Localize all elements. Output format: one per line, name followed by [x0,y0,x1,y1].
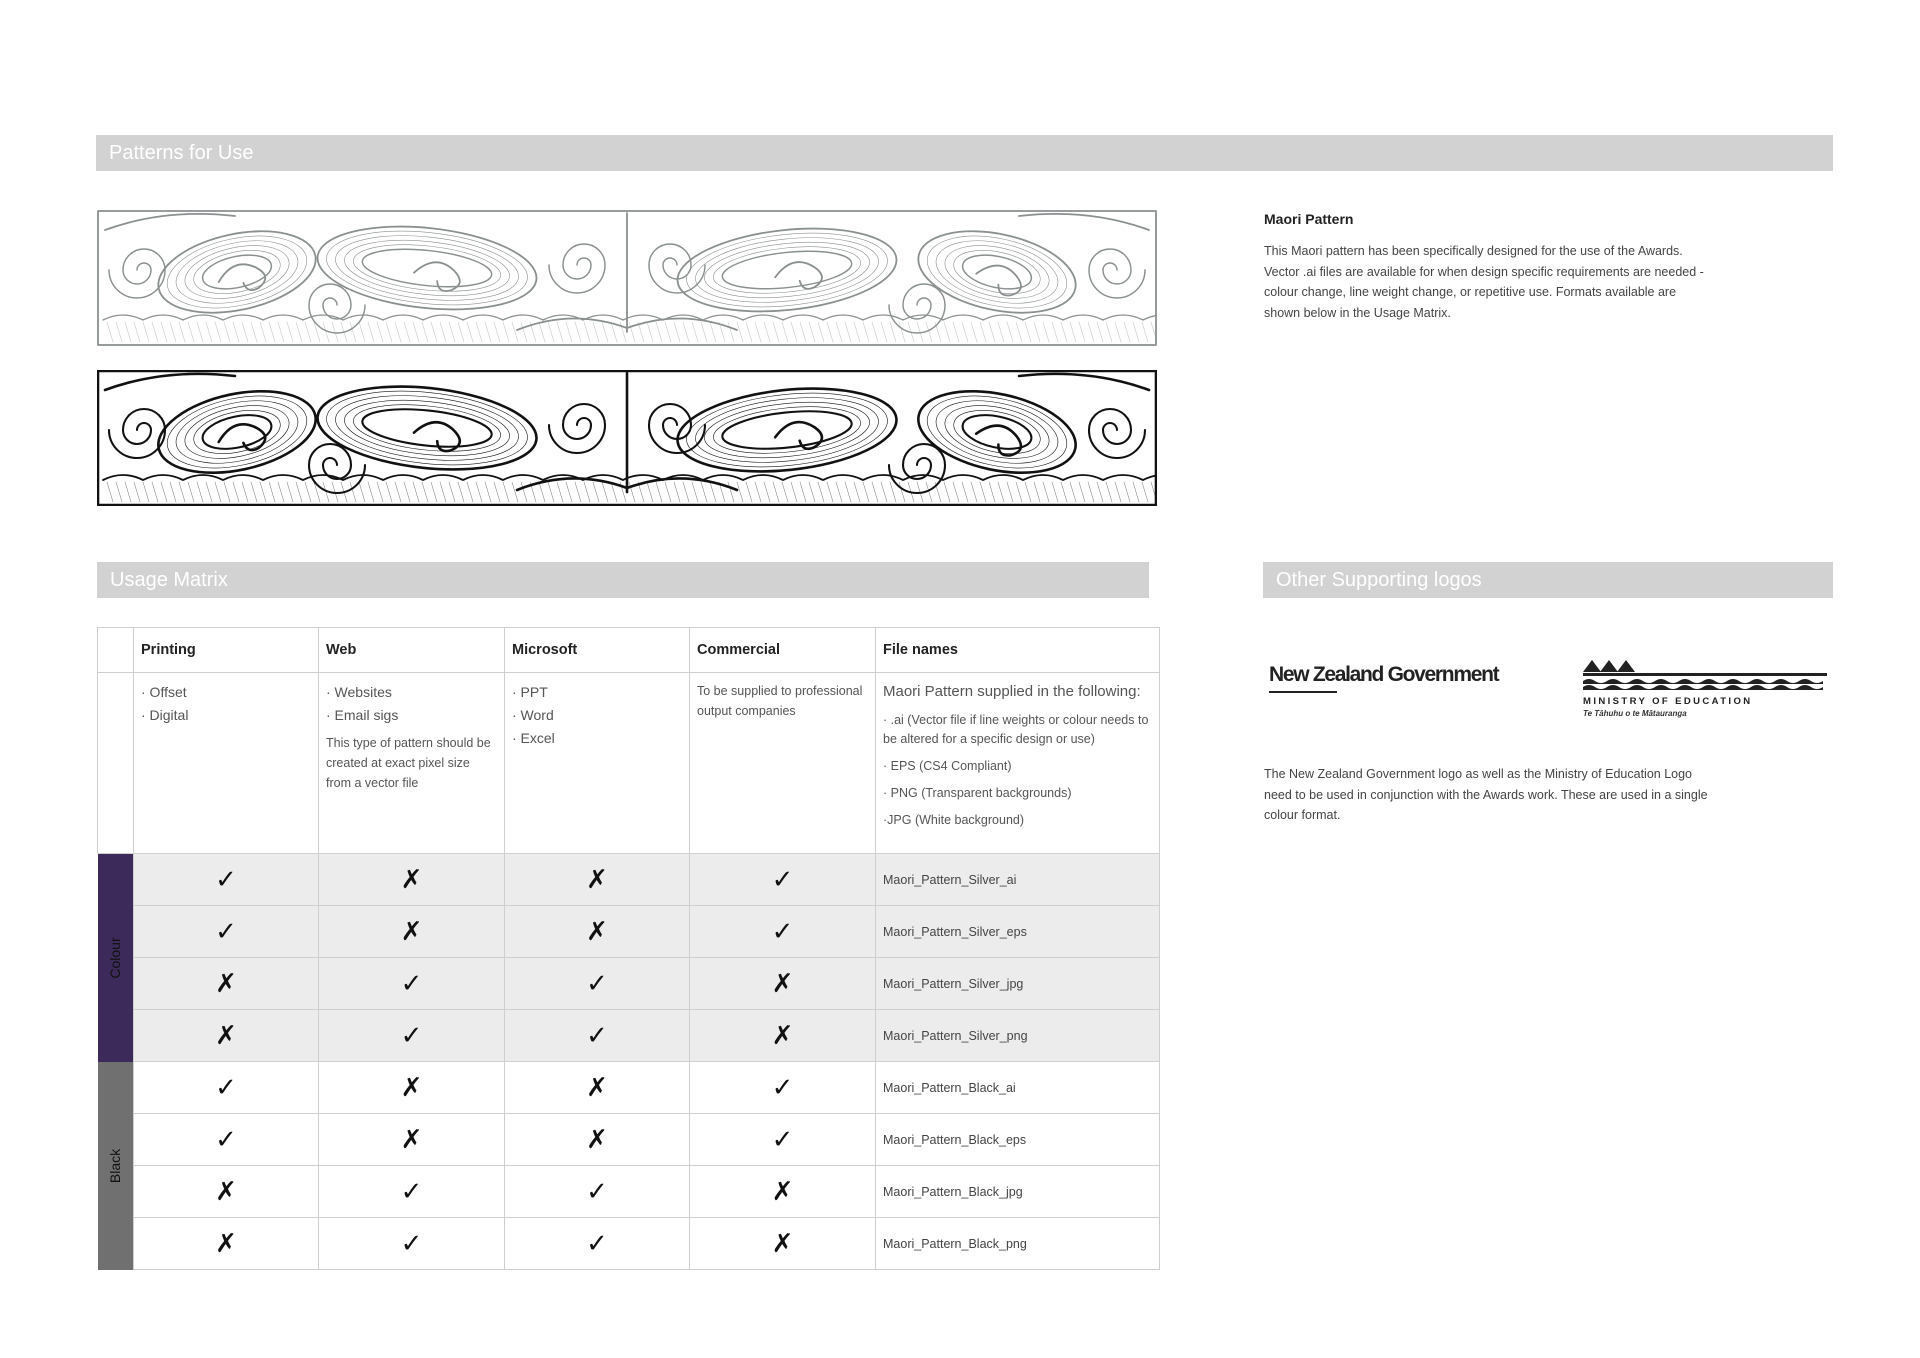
file-format-item: · PNG (Transparent backgrounds) [883,786,1072,800]
matrix-row [98,1010,1160,1062]
patterns-section-title: Patterns for Use [96,135,1833,171]
matrix-corner [98,628,134,673]
usage-matrix-title: Usage Matrix [97,562,1149,598]
check-icon: ✓ [319,1218,505,1270]
cross-icon: ✗ [505,854,690,906]
cross-icon: ✗ [319,906,505,958]
file-format-item: ·JPG (White background) [883,813,1025,827]
file-name-cell: Maori_Pattern_Silver_eps [876,906,1160,958]
group-label-black [98,1062,134,1270]
maori-pattern-black [97,370,1157,506]
matrix-row [98,1166,1160,1218]
maori-pattern-silver [97,210,1157,346]
matrix-description-row [98,673,1160,854]
check-icon: ✓ [319,1166,505,1218]
file-name-cell: Maori_Pattern_Black_jpg [876,1166,1160,1218]
cross-icon: ✗ [690,1218,876,1270]
check-icon: ✓ [505,1010,690,1062]
web-note: This type of pattern should be created at exact pixel size from a vector file [326,736,491,790]
file-name-cell: Maori_Pattern_Black_eps [876,1114,1160,1166]
maori-pattern-info [1264,211,1704,323]
matrix-row [98,854,1160,906]
cross-icon: ✗ [319,1114,505,1166]
ministry-maori-name: Te Tāhuhu o te Mātauranga [1583,709,1687,718]
matrix-row [98,1062,1160,1114]
file-name-cell: Maori_Pattern_Black_ai [876,1062,1160,1114]
microsoft-description [505,673,690,854]
check-icon: ✓ [690,1062,876,1114]
microsoft-item: · PPT [512,684,548,700]
printing-item: · Offset [141,684,187,700]
matrix-header-row [98,628,1160,673]
check-icon: ✓ [690,906,876,958]
check-icon: ✓ [505,1166,690,1218]
matrix-row [98,1218,1160,1270]
microsoft-item: · Excel [512,730,555,746]
ministry-name: MINISTRY OF EDUCATION [1583,696,1753,707]
matrix-row [98,1114,1160,1166]
check-icon: ✓ [319,958,505,1010]
cross-icon: ✗ [505,1062,690,1114]
check-icon: ✓ [690,854,876,906]
ministry-of-education-logo [1583,656,1828,720]
check-icon: ✓ [505,958,690,1010]
header-commercial: Commercial [690,628,876,673]
logos-description: The New Zealand Government logo as well as the Ministry of Education Logo need to be used in conjunction with the Awards work. These are used in a single colour format. [1264,767,1708,822]
check-icon: ✓ [319,1010,505,1062]
check-icon: ✓ [505,1218,690,1270]
file-name-cell: Maori_Pattern_Black_png [876,1218,1160,1270]
matrix-row [98,958,1160,1010]
nz-government-logo [1269,663,1498,687]
file-names-description [876,673,1160,854]
cross-icon: ✗ [690,1010,876,1062]
cross-icon: ✗ [134,958,319,1010]
header-file-names: File names [876,628,1160,673]
maori-pattern-description: This Maori pattern has been specifically designed for the use of the Awards. Vector .ai files are available for when design specific requirements are needed - colour change, line weight change, or repetitive use. Formats available are shown below in the Usage Matrix. [1264,244,1704,320]
file-name-cell: Maori_Pattern_Silver_ai [876,854,1160,906]
cross-icon: ✗ [319,854,505,906]
header-web: Web [319,628,505,673]
cross-icon: ✗ [505,906,690,958]
commercial-note: To be supplied to professional output companies [697,684,863,718]
cross-icon: ✗ [690,958,876,1010]
cross-icon: ✗ [134,1218,319,1270]
nz-government-logo-underline [1269,691,1337,693]
check-icon: ✓ [134,906,319,958]
check-icon: ✓ [690,1114,876,1166]
matrix-row [98,906,1160,958]
supporting-logos-title: Other Supporting logos [1263,562,1833,598]
ministry-mountains-waves-icon [1583,656,1828,694]
nz-government-logo-text: New Zealand Government [1269,663,1499,686]
cross-icon: ✗ [505,1114,690,1166]
group-label-text: Black [107,1148,124,1183]
web-item: · Websites [326,684,392,700]
check-icon: ✓ [134,854,319,906]
web-item: · Email sigs [326,707,399,723]
usage-matrix-table [97,627,1160,1270]
cross-icon: ✗ [319,1062,505,1114]
printing-item: · Digital [141,707,189,723]
cross-icon: ✗ [134,1010,319,1062]
file-name-cell: Maori_Pattern_Silver_png [876,1010,1160,1062]
web-description [319,673,505,854]
commercial-description [690,673,876,854]
header-microsoft: Microsoft [505,628,690,673]
group-label-colour [98,854,134,1062]
printing-description [134,673,319,854]
description-corner [98,673,134,854]
cross-icon: ✗ [134,1166,319,1218]
group-label-text: Colour [107,937,124,979]
file-format-item: · EPS (CS4 Compliant) [883,759,1012,773]
check-icon: ✓ [134,1062,319,1114]
header-printing: Printing [134,628,319,673]
microsoft-item: · Word [512,707,554,723]
file-format-item: · .ai (Vector file if line weights or colour needs to be altered for a specific design or use) [883,713,1149,746]
file-names-lead: Maori Pattern supplied in the following: [883,683,1141,700]
maori-pattern-heading: Maori Pattern [1264,211,1354,227]
check-icon: ✓ [134,1114,319,1166]
file-name-cell: Maori_Pattern_Silver_jpg [876,958,1160,1010]
cross-icon: ✗ [690,1166,876,1218]
